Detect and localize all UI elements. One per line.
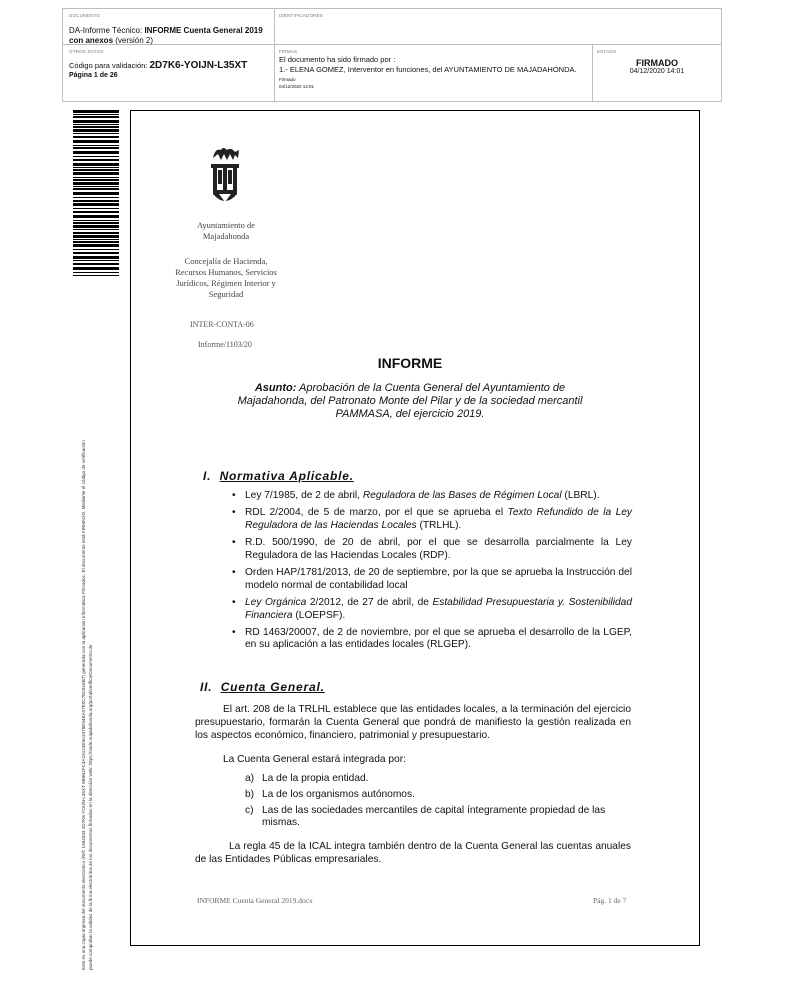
normativa-text: 2/2012, de 27 de abril, de bbox=[306, 596, 433, 608]
normativa-text: Texto Refundido de la Ley Reguladora de las Haciendas Locales bbox=[245, 507, 632, 531]
composition-item bbox=[245, 789, 631, 802]
normativa-text: RD 1463/20007, de 2 de noviembre, por el que se aprueba el desarrollo de la LGEP, en su aplicación a las entidades locales (RLGEP). bbox=[245, 626, 632, 651]
estado-label: ESTADO bbox=[597, 49, 617, 54]
paragraph-2: La Cuenta General estará integrada por: bbox=[223, 754, 406, 765]
section-2-title: Cuenta General. bbox=[220, 680, 325, 694]
documento-cell bbox=[63, 9, 275, 45]
section-1-number: I. bbox=[203, 469, 212, 483]
normativa-item bbox=[230, 537, 632, 563]
asunto bbox=[230, 382, 590, 421]
firmante-name: 1.- ELENA GOMEZ, Interventor en funciones, del AYUNTAMIENTO DE MAJADAHONDA. bbox=[279, 65, 577, 74]
majadahonda-crest-icon bbox=[205, 146, 245, 208]
normativa-item bbox=[230, 627, 632, 653]
documento-label: DOCUMENTO bbox=[69, 13, 101, 18]
paragraph-1: El art. 208 de la TRLHL establece que las entidades locales, a la terminación del ejercicio presupuestario, formarán la Cuenta General que pondrá de manifiesto la gestión realizada en los aspectos económico, financiero, patrimonial y presupuestario. bbox=[195, 704, 631, 741]
normativa-text: (LOEPSF). bbox=[292, 609, 346, 621]
normativa-text: Reguladora de las Bases de Régimen Local bbox=[362, 490, 562, 501]
footer-filename: INFORME Cuenta General 2019.docx bbox=[197, 896, 313, 905]
org-name-1: Ayuntamiento de bbox=[197, 220, 255, 230]
estado-fecha: 04/12/2020 14:01 bbox=[629, 68, 685, 75]
org-department bbox=[162, 256, 290, 300]
section-2-heading bbox=[200, 680, 325, 694]
normativa-text: Orden HAP/1781/2013, de 20 de septiembre, por la que se aprueba la Instrucción del modelo normal de contabilidad local bbox=[245, 566, 632, 591]
asunto-label: Asunto: bbox=[254, 382, 297, 394]
footer-page: Pág. 1 de 7 bbox=[593, 896, 627, 905]
otros-datos-cell bbox=[63, 45, 275, 101]
section-1-title: Normativa Aplicable. bbox=[219, 469, 354, 483]
identificadores-label: IDENTIFICADORES bbox=[279, 13, 324, 18]
normativa-item bbox=[230, 567, 632, 593]
item-letter: c) bbox=[245, 804, 254, 816]
otros-datos-label: OTROS DATOS bbox=[69, 49, 104, 54]
section-1-heading bbox=[203, 469, 354, 483]
item-text: Las de las sociedades mercantiles de capital íntegramente propiedad de las mismas. bbox=[262, 804, 606, 829]
firmante-fecha: 04/12/2020 14:01 bbox=[279, 84, 315, 89]
dept-line-4: Seguridad bbox=[208, 289, 244, 299]
signature-header bbox=[62, 8, 722, 102]
normativa-text: (TRLHL). bbox=[416, 519, 462, 531]
documento-title-pre: DA-Informe Técnico: bbox=[69, 26, 145, 35]
sidebar-line-2[interactable]: puede comprobar la validez de la firma electrónica de los documentos firmados en la dirección web: https://sede.majadahonda.org/portal/verificarDocumento.do bbox=[88, 644, 93, 970]
sidebar-line-1: Este es una copia impresa del documento electrónico (Ref: 1584333 2D7K6-YOIJN-L35XT 8B9B2FC4A23124E9A3378E94EA07E0C78C818B7) generada con la aplicación informática Firmadoc. El documento está FIRMADO. Mediante el código de verificación bbox=[81, 440, 86, 970]
codigo-label: Código para validación: bbox=[69, 61, 150, 70]
dept-line-1: Concejalía de Hacienda, bbox=[184, 256, 268, 266]
firmado-por: El documento ha sido firmado por : bbox=[279, 55, 396, 64]
org-name-2: Majadahonda bbox=[202, 231, 250, 241]
item-letter: a) bbox=[245, 773, 255, 784]
normativa-list bbox=[230, 490, 632, 657]
dept-line-2: Recursos Humanos, Servicios bbox=[175, 267, 277, 277]
documento-title-post: (versión 2) bbox=[113, 36, 154, 45]
identificadores-cell bbox=[275, 9, 721, 45]
barcode bbox=[73, 110, 119, 276]
composition-list bbox=[245, 773, 631, 833]
codigo-validacion bbox=[69, 60, 268, 71]
org-name bbox=[162, 220, 290, 242]
asunto-text: Aprobación de la Cuenta General del Ayuntamiento de Majadahonda, del Patronato Monte del Pilar y de la sociedad mercantil PAMMASA, del ejercicio 2019. bbox=[237, 382, 583, 420]
doc-title: INFORME bbox=[377, 355, 443, 371]
dept-line-3: Jurídicos, Régimen Interior y bbox=[176, 278, 276, 288]
documento-title bbox=[69, 26, 268, 46]
composition-item bbox=[245, 773, 631, 786]
paragraph-3: La regla 45 de la ICAL integra también dentro de la Cuenta General las cuentas anuales de las Entidades Públicas empresariales. bbox=[195, 841, 631, 865]
firmas-cell bbox=[275, 45, 593, 101]
item-letter: b) bbox=[245, 788, 255, 800]
item-text: La de la propia entidad. bbox=[262, 773, 369, 784]
firmante bbox=[279, 65, 588, 84]
pagina-count: Página 1 de 26 bbox=[69, 72, 118, 79]
normativa-text: Estabilidad Presupuestaria y. Sostenibilidad Financiera bbox=[245, 596, 632, 621]
normativa-text: R.D. 500/1990, de 20 de abril, por el que se desarrolla parcialmente la Ley Reguladora de las Haciendas Locales (RDP). bbox=[245, 536, 632, 561]
normativa-item bbox=[230, 507, 632, 533]
normativa-text: RDL 2/2004, de 5 de marzo, por el que se aprueba el bbox=[245, 507, 508, 519]
item-text: La de los organismos autónomos. bbox=[262, 788, 415, 800]
codigo-value[interactable]: 2D7K6-YOIJN-L35XT bbox=[149, 60, 248, 71]
normativa-text: (LBRL). bbox=[561, 490, 600, 501]
normativa-item bbox=[230, 490, 632, 503]
section-2-number: II. bbox=[200, 680, 213, 694]
composition-item bbox=[245, 805, 631, 831]
documento-title-bold: INFORME Cuenta General 2019 con anexos bbox=[69, 26, 263, 45]
firmante-firmado: Firmado bbox=[279, 77, 296, 82]
normativa-text: Ley 7/1985, de 2 de abril, bbox=[245, 490, 363, 501]
estado-cell bbox=[593, 45, 721, 101]
normativa-item bbox=[230, 597, 632, 623]
firmas-label: FIRMAS bbox=[279, 49, 298, 54]
informe-number: Informe/1103/20 bbox=[198, 340, 252, 349]
ref-code: INTER-CONTA-06 bbox=[190, 320, 254, 329]
estado-value: FIRMADO bbox=[636, 58, 678, 68]
normativa-text: Ley Orgánica bbox=[245, 596, 307, 608]
